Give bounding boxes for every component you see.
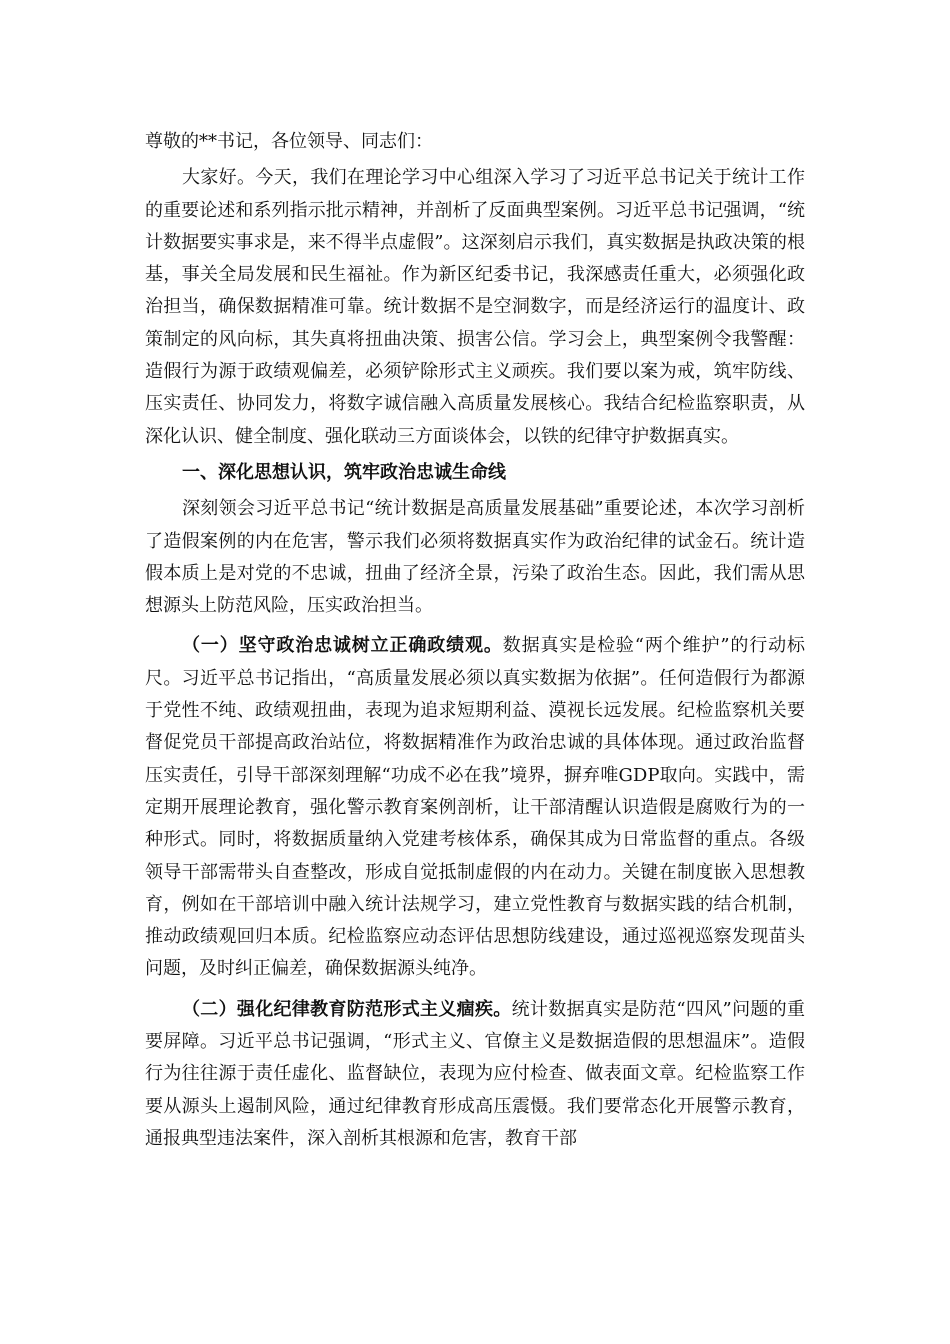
point-1-lead: （一）坚守政治忠诚树立正确政绩观。 [182,635,503,657]
salutation: 尊敬的**书记，各位领导、同志们： [145,131,433,152]
point-2-lead: （二）强化纪律教育防范形式主义痼疾。 [182,998,512,1020]
section-1-intro-paragraph: 深刻领会习近平总书记“统计数据是高质量发展基础”重要论述，本次学习剖析了造假案例的内在危害，警示我们必须将数据真实作为政治纪律的试金石。统计造假本质上是对党的不忠诚，扭曲了经济全景，污染了政治生态。因此，我们需从思想源头上防范风险，压实政治担当。 [145,498,805,617]
section-1-heading: 一、深化思想认识，筑牢政治忠诚生命线 [182,461,506,483]
document-page [145,126,805,1155]
point-2-paragraph [145,994,805,1155]
point-2-body: 统计数据真实是防范“四风”问题的重要屏障。习近平总书记强调，“形式主义、官僚主义是数据造假的思想温床”。造假行为往往源于责任虚化、监督缺位，表现为应付检查、做表面文章。纪检监察工作要从源头上遏制风险，通过纪律教育形成高压震慑。我们要常态化开展警示教育，通报典型违法案件，深入剖析其根源和危害，教育干部 [145,998,805,1149]
point-1-paragraph [145,630,805,985]
intro-paragraph: 大家好。今天，我们在理论学习中心组深入学习了习近平总书记关于统计工作的重要论述和系列指示批示精神，并剖析了反面典型案例。习近平总书记强调，“统计数据要实事求是，来不得半点虚假”。这深刻启示我们，真实数据是执政决策的根基，事关全局发展和民生福祉。作为新区纪委书记，我深感责任重大，必须强化政治担当，确保数据精准可靠。统计数据不是空洞数字，而是经济运行的温度计、政策制定的风向标，其失真将扭曲决策、损害公信。学习会上，典型案例令我警醒：造假行为源于政绩观偏差，必须铲除形式主义顽疾。我们要以案为戒，筑牢防线、压实责任、协同发力，将数字诚信融入高质量发展核心。我结合纪检监察职责，从深化认识、健全制度、强化联动三方面谈体会，以铁的纪律守护数据真实。 [145,167,805,447]
point-1-body: 数据真实是检验“两个维护”的行动标尺。习近平总书记指出，“高质量发展必须以真实数据为依据”。任何造假行为都源于党性不纯、政绩观扭曲，表现为追求短期利益、漠视长远发展。纪检监察机关要督促党员干部提高政治站位，将数据精准作为政治忠诚的具体体现。通过政治监督压实责任，引导干部深刻理解“功成不必在我”境界，摒弃唯GDP取向。实践中，需定期开展理论教育，强化警示教育案例剖析，让干部清醒认识造假是腐败行为的一种形式。同时，将数据质量纳入党建考核体系，确保其成为日常监督的重点。各级领导干部需带头自查整改，形成自觉抵制虚假的内在动力。关键在制度嵌入思想教育，例如在干部培训中融入统计法规学习，建立党性教育与数据实践的结合机制，推动政绩观回归本质。纪检监察应动态评估思想防线建设，通过巡视巡察发现苗头问题，及时纠正偏差，确保数据源头纯净。 [145,635,806,980]
